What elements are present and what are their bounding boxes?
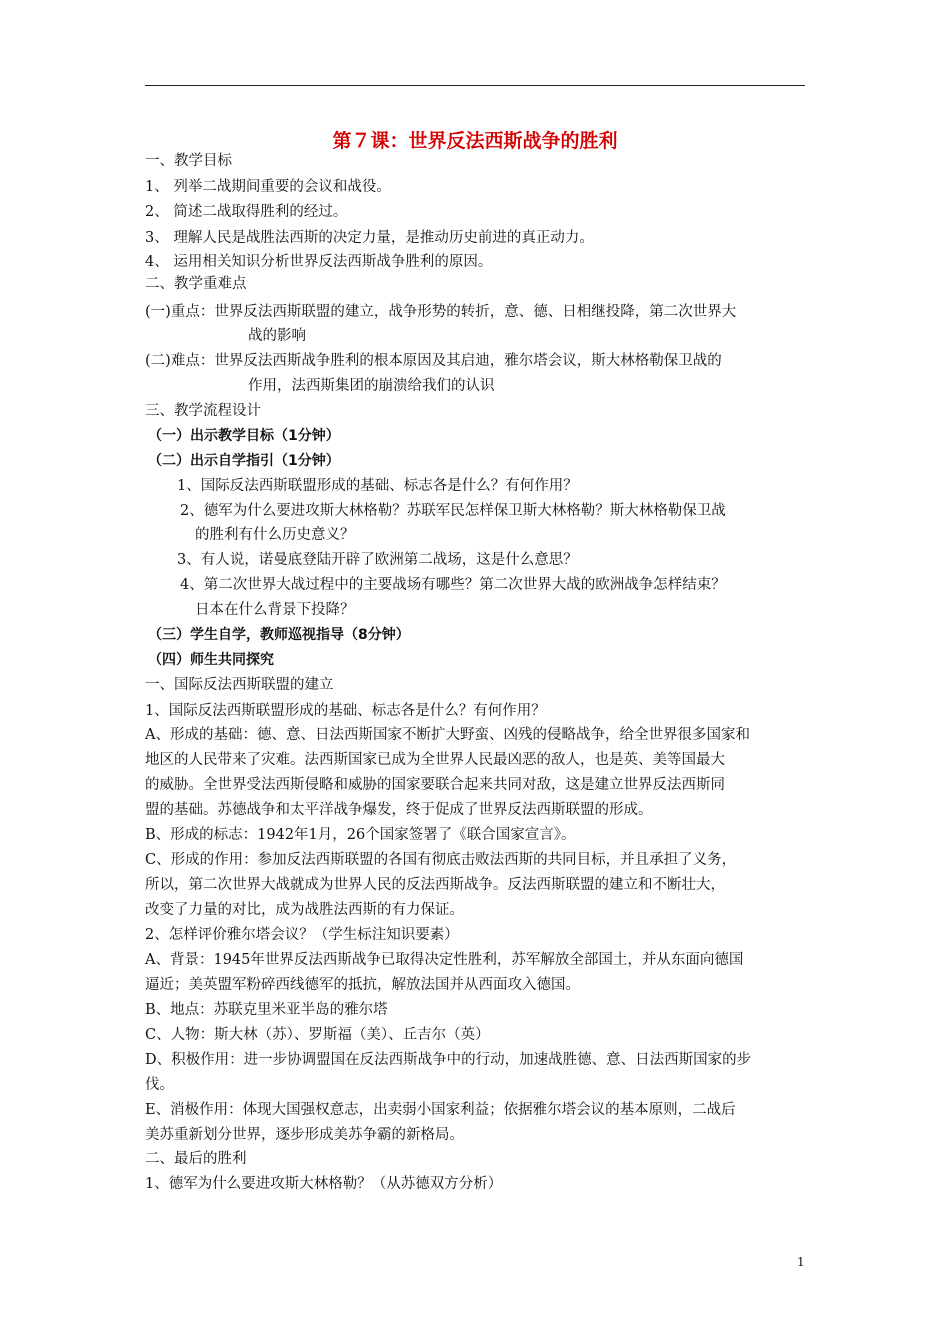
section-heading: （一）出示教学目标（1分钟） bbox=[148, 428, 340, 444]
text-line: 二、最后的胜利 bbox=[145, 1151, 247, 1167]
section-heading: （三）学生自学，教师巡视指导（8分钟） bbox=[148, 627, 410, 643]
text-line: 二、教学重难点 bbox=[145, 276, 247, 292]
text-line: 的胜利有什么历史意义？ bbox=[195, 527, 355, 543]
text-line: 改变了力量的对比，成为战胜法西斯的有力保证。 bbox=[145, 902, 464, 918]
text-line: 1、德军为什么要进攻斯大林格勒？（从苏德双方分析） bbox=[145, 1176, 503, 1192]
text-line: D、积极作用：进一步协调盟国在反法西斯战争中的行动，加速战胜德、意、日法西斯国家的步 bbox=[145, 1052, 752, 1068]
text-line: 作用，法西斯集团的崩溃给我们的认识 bbox=[248, 378, 495, 394]
text-line: 3、有人说，诺曼底登陆开辟了欧洲第二战场，这是什么意思？ bbox=[177, 552, 578, 568]
text-line: 1、国际反法西斯联盟形成的基础、标志各是什么？有何作用？ bbox=[177, 478, 578, 494]
text-line: B、形成的标志：1942年1月，26个国家签署了《联合国家宣言》。 bbox=[145, 827, 576, 843]
text-line: (一)重点：世界反法西斯联盟的建立，战争形势的转折，意、德、日相继投降，第二次世界大 bbox=[145, 304, 737, 320]
text-line: 伐。 bbox=[145, 1077, 174, 1093]
text-line: 3、 理解人民是战胜法西斯的决定力量，是推动历史前进的真正动力。 bbox=[145, 230, 594, 246]
text-line: B、地点：苏联克里米亚半岛的雅尔塔 bbox=[145, 1002, 388, 1018]
text-line: C、人物：斯大林（苏）、罗斯福（美）、丘吉尔（英） bbox=[145, 1027, 490, 1043]
text-line: C、形成的作用：参加反法西斯联盟的各国有彻底击败法西斯的共同目标，并且承担了义务， bbox=[145, 852, 737, 868]
page-number: 1 bbox=[797, 1255, 805, 1269]
text-line: 2、怎样评价雅尔塔会议？（学生标注知识要素） bbox=[145, 927, 459, 943]
text-line: (二)难点：世界反法西斯战争胜利的根本原因及其启迪，雅尔塔会议，斯大林格勒保卫战的 bbox=[145, 353, 722, 369]
text-line: A、形成的基础：德、意、日法西斯国家不断扩大野蛮、凶残的侵略战争，给全世界很多国家和 bbox=[145, 727, 750, 743]
text-line: 地区的人民带来了灾难。法西斯国家已成为全世界人民最凶恶的敌人，也是英、美等国最大 bbox=[145, 752, 725, 768]
text-line: 2、德军为什么要进攻斯大林格勒？苏联军民怎样保卫斯大林格勒？斯大林格勒保卫战 bbox=[180, 503, 726, 519]
text-line: A、背景：1945年世界反法西斯战争已取得决定性胜利，苏军解放全部国土，并从东面向德国 bbox=[145, 952, 744, 968]
section-heading: （二）出示自学指引（1分钟） bbox=[148, 453, 340, 469]
text-line: 盟的基础。苏德战争和太平洋战争爆发，终于促成了世界反法西斯联盟的形成。 bbox=[145, 802, 653, 818]
text-line: 一、国际反法西斯联盟的建立 bbox=[145, 677, 334, 693]
text-line: 逼近；美英盟军粉碎西线德军的抵抗，解放法国并从西面攻入德国。 bbox=[145, 977, 580, 993]
text-line: 2、 简述二战取得胜利的经过。 bbox=[145, 204, 348, 220]
text-line: E、消极作用：体现大国强权意志，出卖弱小国家利益；依据雅尔塔会议的基本原则，二战后 bbox=[145, 1102, 736, 1118]
text-line: 1、 列举二战期间重要的会议和战役。 bbox=[145, 179, 391, 195]
text-line: 4、第二次世界大战过程中的主要战场有哪些？第二次世界大战的欧洲战争怎样结束？ bbox=[180, 577, 726, 593]
header-rule bbox=[145, 85, 805, 86]
text-line: 1、国际反法西斯联盟形成的基础、标志各是什么？有何作用？ bbox=[145, 703, 546, 719]
text-line: 4、 运用相关知识分析世界反法西斯战争胜利的原因。 bbox=[145, 254, 493, 270]
text-line: 一、教学目标 bbox=[145, 153, 232, 169]
text-line: 三、教学流程设计 bbox=[145, 403, 261, 419]
text-line: 美苏重新划分世界，逐步形成美苏争霸的新格局。 bbox=[145, 1127, 464, 1143]
text-line: 所以，第二次世界大战就成为世界人民的反法西斯战争。反法西斯联盟的建立和不断壮大， bbox=[145, 877, 725, 893]
section-heading: （四）师生共同探究 bbox=[148, 652, 274, 668]
text-line: 的威胁。全世界受法西斯侵略和威胁的国家要联合起来共同对敌，这是建立世界反法西斯同 bbox=[145, 777, 725, 793]
text-line: 战的影响 bbox=[248, 328, 306, 344]
text-line: 日本在什么背景下投降？ bbox=[195, 602, 355, 618]
page-title: 第７课：世界反法西斯战争的胜利 bbox=[332, 130, 618, 152]
